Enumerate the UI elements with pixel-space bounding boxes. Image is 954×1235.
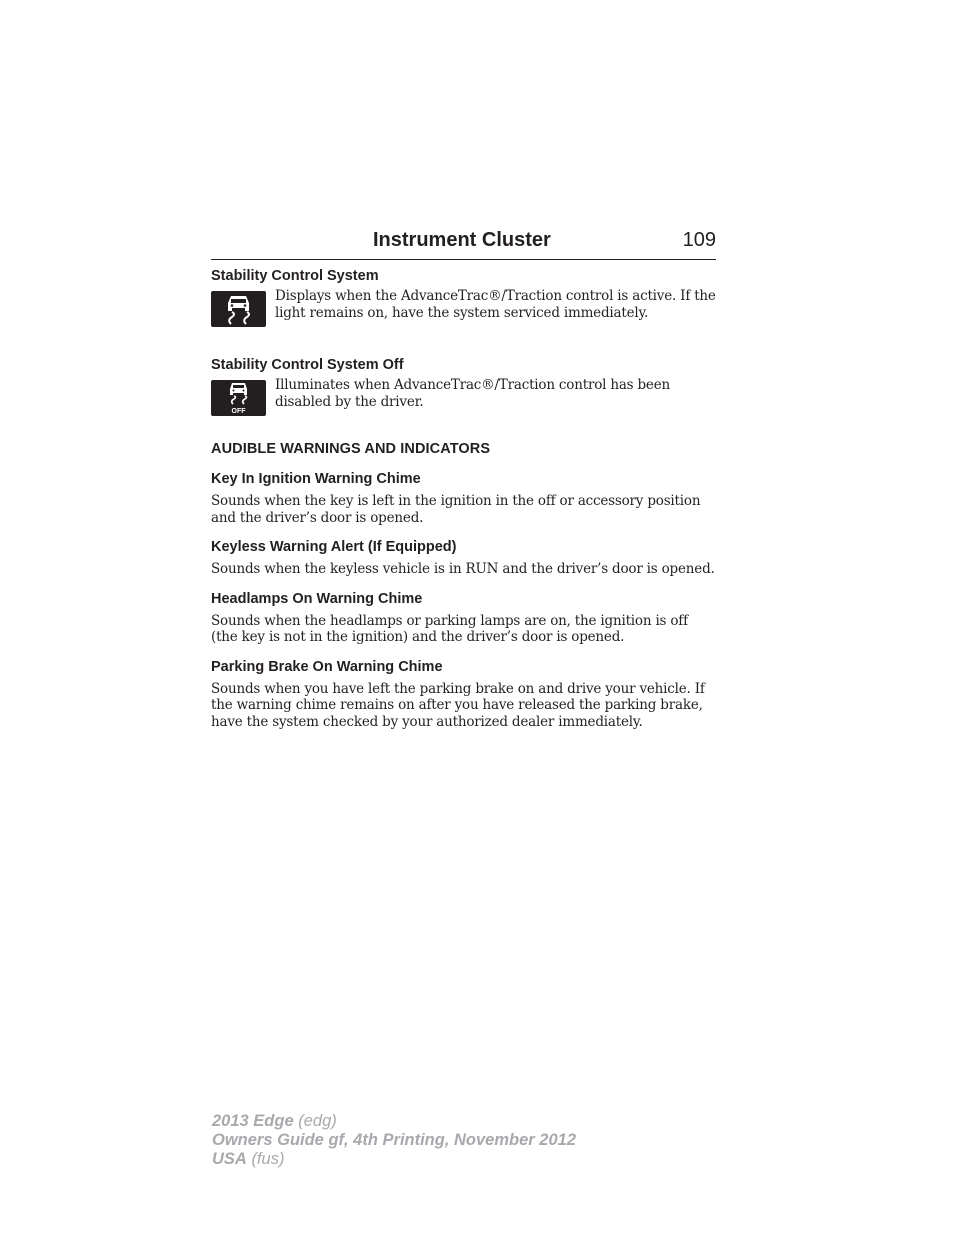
footer-line-market: USA (fus): [212, 1150, 285, 1168]
item-heading: Key In Ignition Warning Chime: [211, 471, 421, 487]
warning-item: [211, 538, 716, 578]
chapter-title: Instrument Cluster: [373, 229, 551, 251]
section-heading: Stability Control System: [211, 268, 379, 284]
footer-line-model: 2013 Edge (edg): [212, 1112, 337, 1130]
indicator-row: [211, 377, 716, 416]
item-text: Sounds when the key is left in the ignition in the off or accessory position and the driver’s door is opened.: [211, 493, 701, 526]
item-text: Sounds when the keyless vehicle is in RUN and the driver’s door is opened.: [211, 561, 715, 577]
traction-control-off-icon: [211, 380, 266, 416]
item-heading: Headlamps On Warning Chime: [211, 590, 423, 607]
page-number: 109: [682, 229, 716, 251]
page-content: [211, 267, 716, 730]
section-stability-control: [211, 267, 716, 327]
section-audible-warnings: [211, 440, 716, 730]
section-stability-control-off: [211, 356, 716, 416]
footer-line-edition: Owners Guide gf, 4th Printing, November 2012: [212, 1131, 576, 1149]
item-text: Sounds when you have left the parking brake on and drive your vehicle. If the warning chime remains on after you have released the parking brake, have the system checked by your authorized dealer immediately.: [211, 680, 705, 730]
indicator-description: Illuminates when AdvanceTrac®/Traction control has been disabled by the driver.: [275, 377, 671, 410]
traction-control-icon: [211, 291, 266, 327]
indicator-row: [211, 288, 716, 327]
page-header: [211, 229, 716, 260]
section-heading: Stability Control System Off: [211, 357, 404, 373]
warning-item: [211, 658, 716, 731]
item-heading: Keyless Warning Alert (If Equipped): [211, 539, 457, 555]
page-footer: [212, 1112, 576, 1169]
warning-item: [211, 590, 716, 646]
item-heading: Parking Brake On Warning Chime: [211, 658, 443, 675]
indicator-description: Displays when the AdvanceTrac®/Traction control is active. If the light remains on, have the system serviced immediately.: [275, 288, 716, 321]
section-heading: AUDIBLE WARNINGS AND INDICATORS: [211, 441, 491, 457]
item-text: Sounds when the headlamps or parking lamps are on, the ignition is off (the key is not in the ignition) and the driver’s door is opened.: [211, 612, 688, 645]
warning-item: [211, 470, 716, 526]
off-label: OFF: [231, 408, 246, 415]
